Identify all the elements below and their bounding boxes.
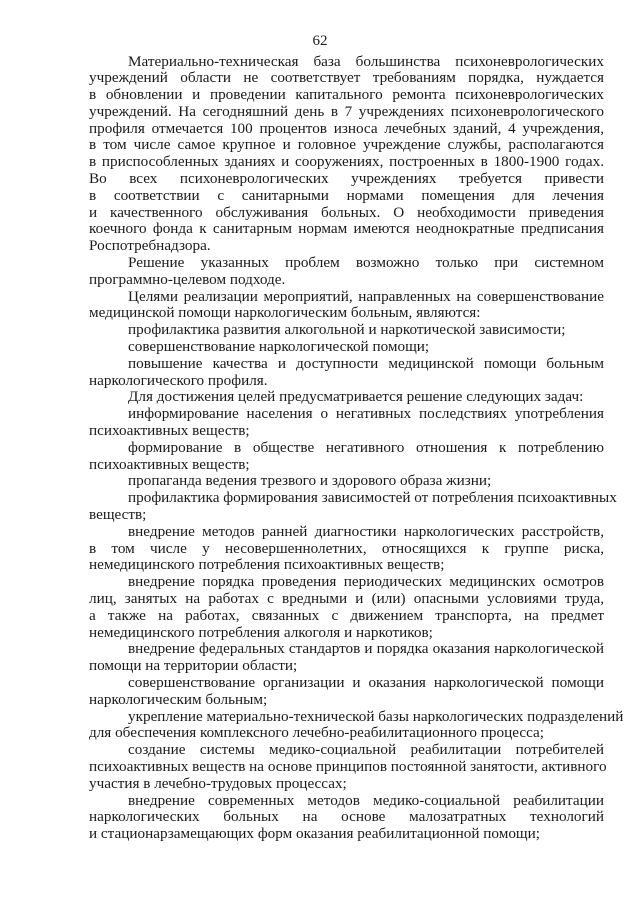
text-line: внедрение федеральных стандартов и порядка оказания наркологической: [128, 640, 604, 658]
text-line: немедицинского потребления психоактивных веществ;: [89, 556, 445, 574]
text-line: психоактивных веществ на основе принципов постоянной занятости, активного: [89, 757, 607, 775]
text-line: немедицинского потребления алкоголя и наркотиков;: [89, 623, 433, 641]
text-line: в том числе у несовершеннолетних, относящихся к группе риска,: [89, 539, 604, 557]
text-line: в соответствии с санитарными нормами помещения для лечения: [89, 186, 604, 204]
text-line: создание системы медико-социальной реабилитации потребителей: [128, 741, 604, 759]
text-line: Материально-техническая база большинства психоневрологических: [128, 52, 604, 70]
text-line: профилактика формирования зависимостей от потребления психоактивных: [128, 489, 617, 507]
page-number: 62: [312, 33, 328, 49]
text-line: Роспотребнадзора.: [89, 237, 211, 255]
paragraph: [89, 675, 604, 709]
paragraph: [89, 524, 604, 574]
text-line: медицинской помощи наркологическим больным, являются:: [89, 304, 481, 322]
text-line: пропаганда ведения трезвого и здорового образа жизни;: [128, 472, 492, 490]
text-line: и стационарзамещающих форм оказания реабилитационной помощи;: [89, 825, 540, 843]
paragraph: [89, 255, 604, 289]
text-line: коечного фонда к санитарным нормам имеются неоднократные предписания: [89, 220, 604, 238]
text-line: Решение указанных проблем возможно только при системном: [128, 254, 604, 272]
paragraph: [89, 489, 617, 524]
paragraph: [89, 54, 604, 256]
text-line: и качественного обслуживания больных. О необходимости приведения: [89, 203, 604, 221]
text-line: в приспособленных зданиях и сооружениях, построенных в 1800-1900 годах.: [89, 153, 604, 171]
paragraph: [89, 440, 604, 474]
text-line: в обновлении и проведении капитального ремонта психоневрологических: [89, 86, 604, 104]
text-line: для обеспечения комплексного лечебно-реабилитационного процесса;: [89, 724, 544, 742]
text-line: внедрение современных методов медико-социальной реабилитации: [128, 791, 604, 809]
text-line: профиля отмечается 100 процентов износа лечебных зданий, 4 учреждения,: [89, 119, 604, 137]
text-line: информирование населения о негативных последствиях употребления: [128, 405, 604, 423]
text-line: помощи на территории области;: [89, 657, 298, 675]
text-line: Целями реализации мероприятий, направленных на совершенствование: [128, 287, 604, 305]
paragraph: [89, 289, 604, 323]
paragraph: [89, 406, 604, 440]
paragraph: [89, 707, 624, 743]
text-line: в том числе самое крупное и головное учреждение службы, располагаются: [89, 136, 604, 154]
paragraph: [89, 356, 604, 390]
text-line: профилактика развития алкогольной и наркотической зависимости;: [128, 321, 566, 339]
text-line: Для достижения целей предусматривается решение следующих задач:: [128, 388, 584, 406]
paragraph: [89, 641, 604, 675]
text-line: наркологическим больным;: [89, 690, 268, 708]
paragraph: [89, 322, 604, 339]
text-line: учреждений. На сегодняшний день в 7 учреждениях психоневрологического: [89, 102, 604, 120]
text-line: а также на работах, связанных с движением транспорта, на предмет: [89, 606, 604, 624]
text-line: учреждений области не соответствует требованиям порядка, нуждается: [89, 69, 604, 87]
paragraph: [89, 473, 604, 490]
text-line: участия в лечебно-трудовых процессах;: [89, 774, 347, 792]
text-line: программно-целевом подходе.: [89, 270, 286, 288]
text-line: психоактивных веществ;: [89, 455, 250, 473]
paragraph: [89, 339, 604, 356]
text-line: веществ;: [89, 506, 147, 524]
text-line: Во всех психоневрологических учреждениях требуется привести: [89, 170, 604, 188]
text-line: повышение качества и доступности медицинской помощи больным: [128, 354, 604, 372]
paragraph: [89, 574, 604, 641]
text-line: формирование в обществе негативного отношения к потреблению: [128, 438, 604, 456]
text-line: внедрение методов ранней диагностики наркологических расстройств,: [128, 522, 604, 540]
paragraph: [89, 389, 604, 406]
text-line: лиц, занятых на работах с вредными и (или) опасными условиями труда,: [89, 590, 604, 607]
paragraph: [89, 741, 607, 792]
text-line: совершенствование наркологической помощи;: [128, 338, 430, 356]
document-body: [89, 52, 624, 843]
text-line: укрепление материально-технической базы наркологических подразделений: [128, 707, 624, 725]
text-line: внедрение порядка проведения периодических медицинских осмотров: [128, 573, 604, 591]
text-line: психоактивных веществ;: [89, 422, 250, 440]
text-line: наркологического профиля.: [89, 371, 268, 389]
paragraph: [89, 793, 604, 843]
text-line: совершенствование организации и оказания наркологической помощи: [128, 673, 604, 691]
text-line: наркологических больных на основе малозатратных технологий: [89, 808, 604, 826]
